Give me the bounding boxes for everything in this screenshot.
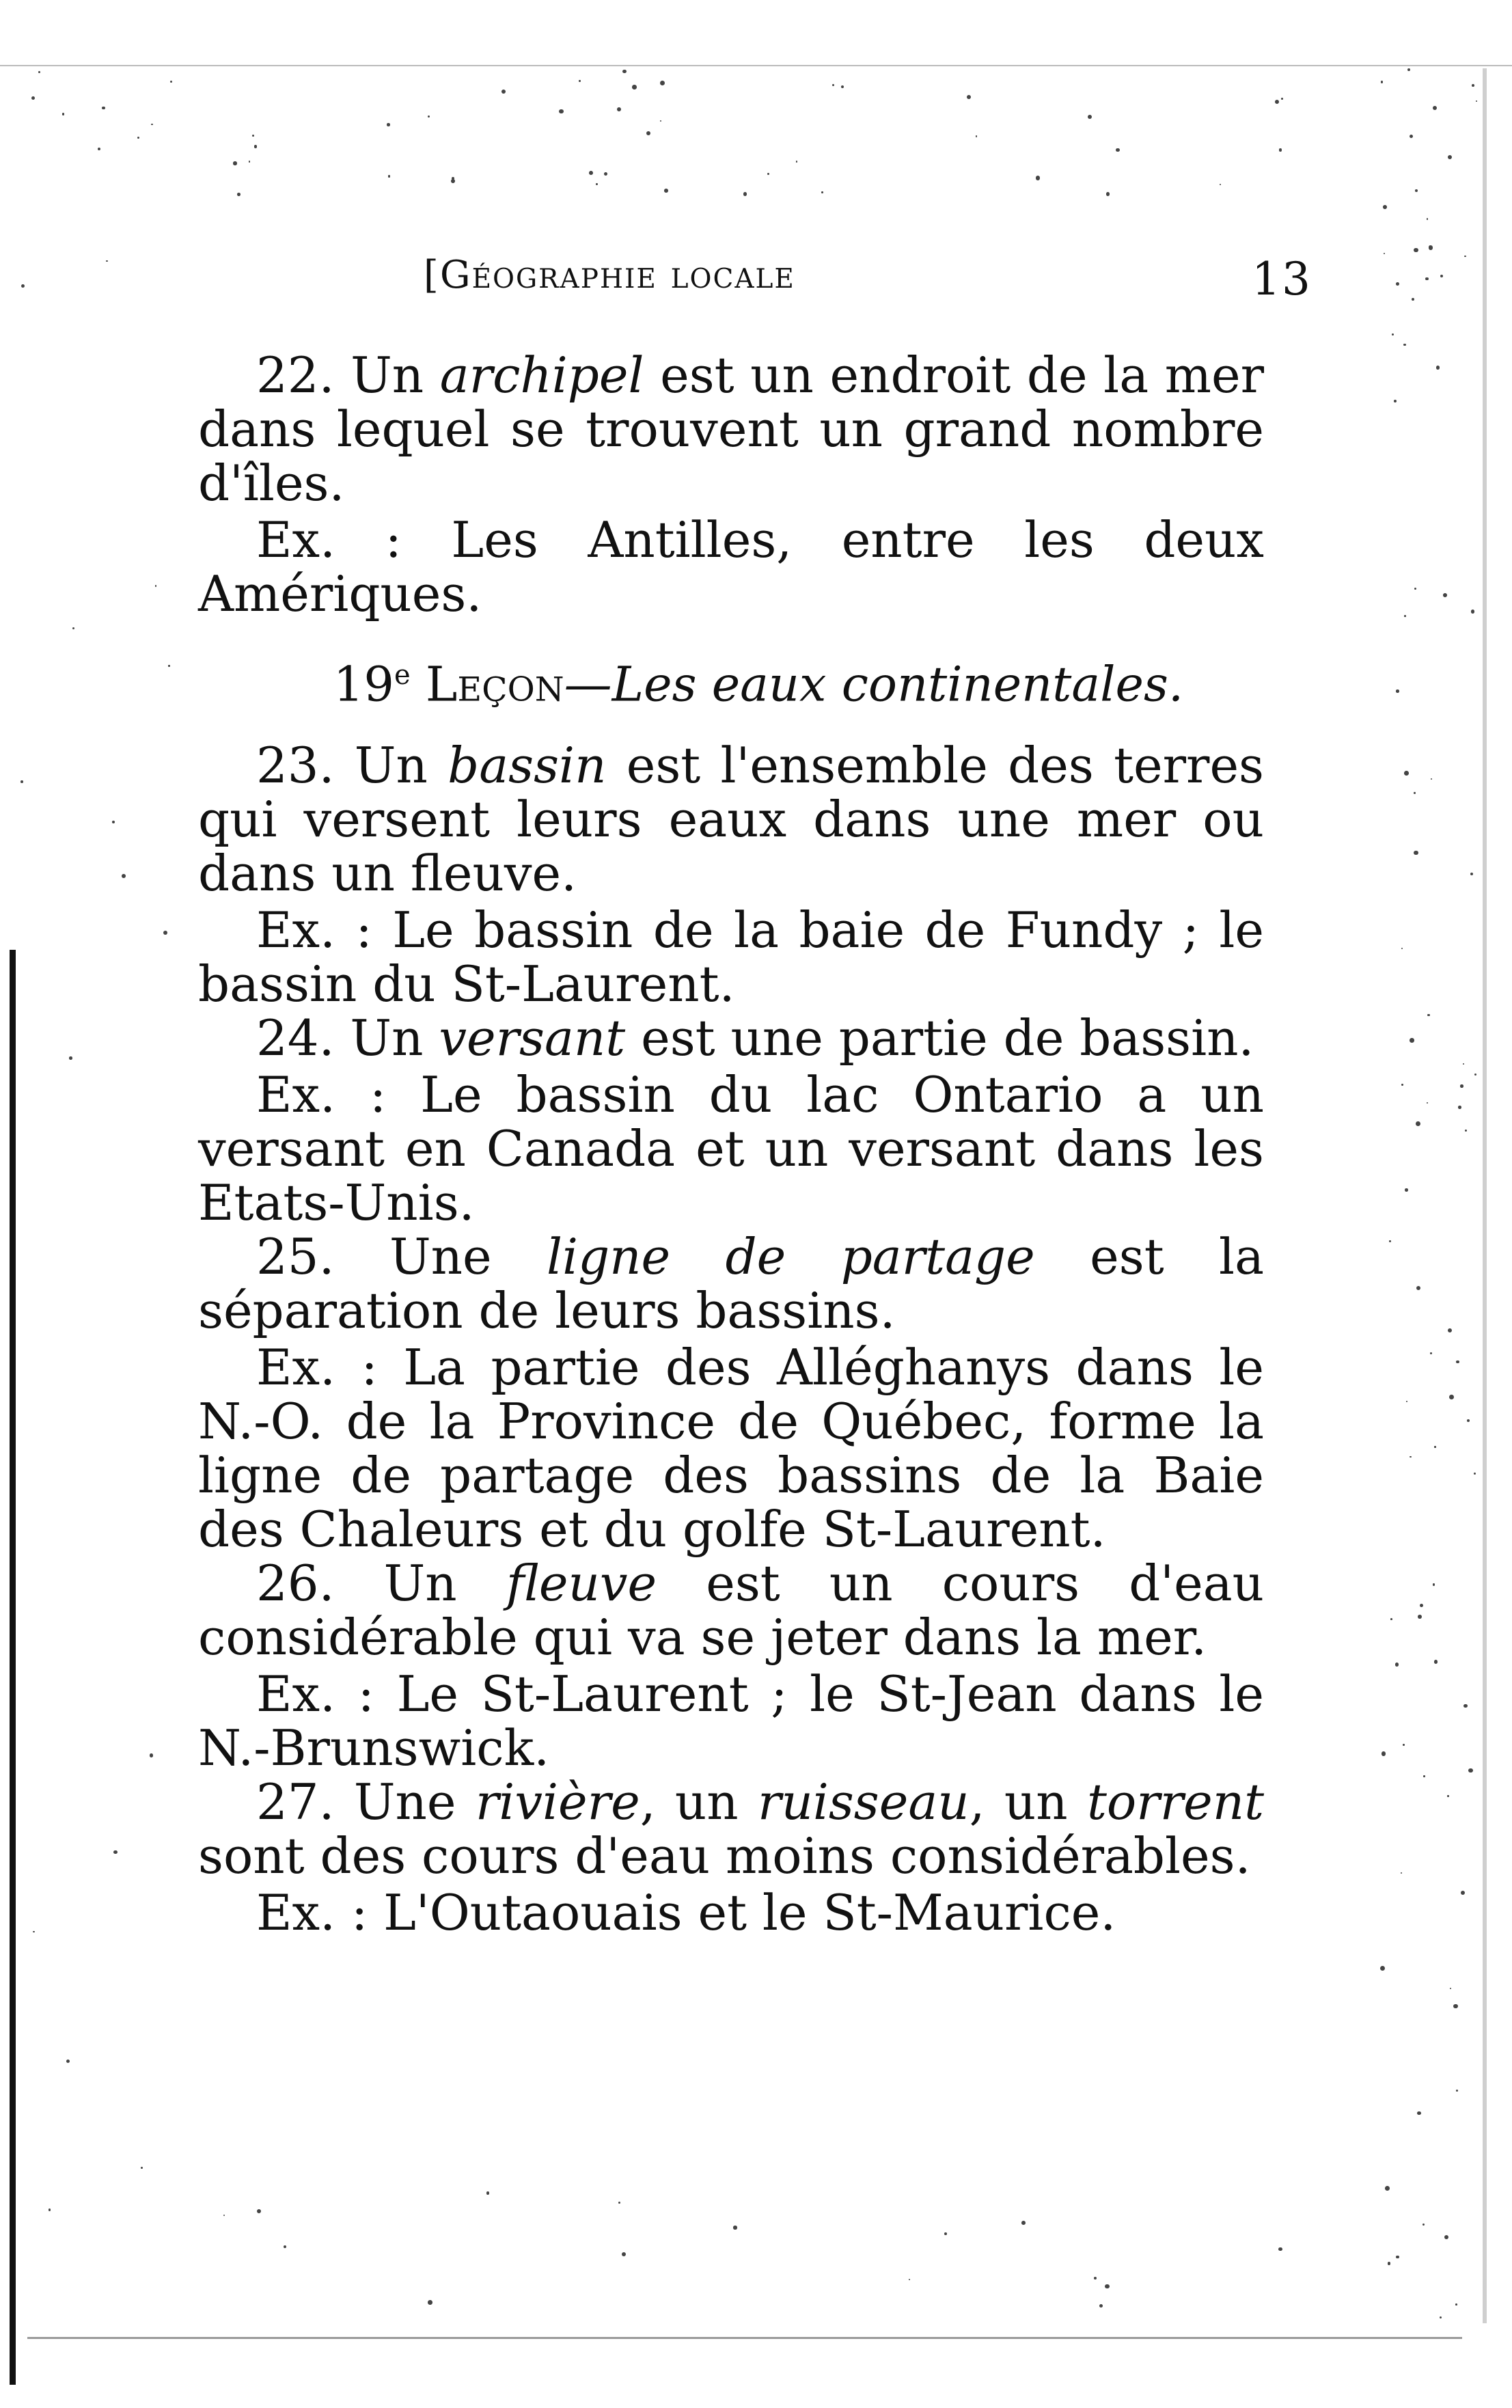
- scan-speck: [31, 96, 35, 100]
- scan-speck: [254, 145, 257, 148]
- scan-speck: [237, 193, 240, 196]
- scan-speck: [1404, 615, 1406, 617]
- definition-paragraph-24: [198, 1011, 1264, 1065]
- scan-speck: [1449, 1395, 1454, 1399]
- scan-speck: [106, 260, 108, 262]
- item-connector: , un: [969, 1773, 1087, 1831]
- scan-speck: [1414, 248, 1418, 253]
- scan-speck: [1470, 873, 1473, 875]
- scan-speck: [1385, 2186, 1390, 2191]
- scan-speck: [622, 2252, 626, 2256]
- scan-speck: [1463, 1704, 1468, 1708]
- scan-speck: [1468, 1768, 1473, 1773]
- scan-speck: [1414, 588, 1416, 590]
- scan-speck: [155, 585, 157, 587]
- scan-speck: [1384, 253, 1385, 254]
- definition-text: est la séparation de leurs bassins.: [198, 1228, 1264, 1340]
- left-margin-rule: [10, 950, 16, 2385]
- lesson-ordinal: e: [394, 659, 411, 691]
- scan-speck: [967, 95, 971, 99]
- scan-speck: [168, 665, 169, 666]
- scan-speck: [284, 2245, 286, 2248]
- scan-speck: [151, 124, 153, 126]
- scan-speck: [596, 183, 597, 184]
- scan-speck: [1278, 2247, 1282, 2251]
- defined-term: ligne de partage: [547, 1228, 1035, 1286]
- scan-speck: [1448, 155, 1452, 159]
- scan-speck: [1474, 1473, 1476, 1475]
- scan-speck: [821, 191, 823, 193]
- scan-speck: [1467, 1419, 1470, 1422]
- scan-speck: [233, 161, 237, 165]
- item-number: 23.: [256, 737, 335, 795]
- scan-speck: [1418, 1615, 1422, 1619]
- scan-speck: [170, 81, 173, 83]
- scan-speck: [1094, 2277, 1097, 2280]
- scan-speck: [1440, 2316, 1442, 2318]
- lesson-heading: [198, 648, 1264, 711]
- scan-speck: [618, 2202, 620, 2204]
- scan-speck: [660, 81, 665, 85]
- scan-speck: [1105, 2284, 1110, 2289]
- scan-speck: [33, 1931, 34, 1932]
- scan-speck: [1401, 948, 1403, 949]
- scan-speck: [1450, 1988, 1451, 1989]
- scan-speck: [98, 148, 100, 150]
- scan-speck: [1427, 218, 1429, 220]
- scan-speck: [1460, 1084, 1463, 1087]
- scan-speck: [1403, 1744, 1405, 1746]
- scan-speck: [21, 284, 25, 288]
- scan-speck: [743, 192, 747, 195]
- scan-speck: [1036, 176, 1041, 180]
- defined-term: bassin: [448, 737, 607, 795]
- definition-text: est l'ensemble des terres qui versent leurs eaux dans une mer ou dans un fleuve.: [198, 737, 1265, 903]
- scan-speck: [1416, 1121, 1420, 1126]
- scan-speck: [1403, 344, 1406, 346]
- scan-speck: [944, 2232, 947, 2235]
- scan-speck: [660, 120, 662, 122]
- scan-speck: [62, 113, 65, 115]
- scan-speck: [1396, 689, 1399, 692]
- scan-speck: [733, 2226, 737, 2229]
- scan-speck: [1455, 2303, 1457, 2306]
- scan-speck: [1420, 1604, 1423, 1607]
- scan-speck: [49, 2208, 51, 2211]
- page-number: 13: [1252, 253, 1312, 305]
- scan-speck: [1099, 2304, 1103, 2308]
- scan-speck: [1433, 106, 1437, 110]
- scan-speck: [38, 71, 40, 73]
- definition-paragraph-25: [198, 1230, 1264, 1338]
- item-pre: Une: [334, 1773, 476, 1831]
- definition-paragraph-22: [198, 348, 1264, 510]
- scan-speck: [909, 2279, 910, 2280]
- scan-speck: [1392, 333, 1394, 336]
- scan-speck: [1416, 1286, 1421, 1291]
- scan-speck: [223, 2215, 225, 2216]
- definition-paragraph-26: [198, 1557, 1264, 1665]
- scan-speck: [112, 821, 115, 823]
- scan-speck: [1461, 1891, 1465, 1895]
- scan-speck: [1390, 1618, 1392, 1620]
- scan-speck: [66, 2060, 70, 2063]
- scan-speck: [387, 123, 390, 126]
- example-25: Ex. : La partie des Alléghanys dans le N.-O. de la Province de Québec, forme la ligne de partage des bassins de la Baie des Chaleurs et du golfe St-Laurent.: [198, 1339, 1264, 1559]
- item-number: 27.: [256, 1773, 335, 1831]
- scan-speck: [141, 2167, 143, 2169]
- scan-speck: [1410, 135, 1413, 138]
- scan-speck: [1425, 277, 1428, 280]
- scan-speck: [1456, 2090, 1458, 2092]
- scan-speck: [1396, 2256, 1399, 2259]
- scan-speck: [428, 115, 430, 118]
- body-text: [198, 348, 1264, 1940]
- scan-speck: [249, 161, 251, 163]
- definition-text: est un endroit de la mer dans lequel se trouvent un grand nombre d'îles.: [198, 346, 1264, 512]
- scan-speck: [1472, 84, 1474, 87]
- scan-speck: [1410, 1456, 1411, 1458]
- scan-speck: [1474, 1073, 1476, 1076]
- lesson-number: 19: [333, 656, 394, 713]
- scan-speck: [1443, 593, 1447, 597]
- scan-speck: [1404, 771, 1409, 776]
- example-26: Ex. : Le St-Laurent ; le St-Jean dans le N.-Brunswick.: [198, 1665, 1264, 1777]
- scan-speck: [150, 1753, 153, 1757]
- scan-speck: [451, 179, 455, 183]
- scan-speck: [1464, 256, 1466, 257]
- scan-speck: [1440, 275, 1443, 277]
- scan-speck: [1427, 1102, 1428, 1104]
- scan-speck: [1433, 1583, 1435, 1585]
- scan-speck: [617, 107, 621, 111]
- scan-speck: [1412, 298, 1414, 301]
- item-number: 26.: [256, 1555, 335, 1613]
- scan-speck: [664, 189, 668, 193]
- scan-speck: [1116, 148, 1120, 152]
- scan-speck: [122, 874, 126, 878]
- scan-speck: [1406, 1401, 1407, 1402]
- example-27: Ex. : L'Outaouais et le St-Maurice.: [256, 1884, 1116, 1942]
- item-number: 25.: [256, 1228, 335, 1286]
- top-edge-line: [0, 65, 1512, 66]
- scan-speck: [252, 135, 255, 137]
- scan-speck: [1434, 1446, 1436, 1448]
- scan-speck: [1407, 68, 1410, 71]
- scan-speck: [1021, 2221, 1026, 2225]
- scan-speck: [163, 931, 168, 935]
- scan-speck: [1456, 1360, 1459, 1364]
- definition-paragraph-27: [198, 1775, 1264, 1883]
- scan-speck: [257, 2209, 261, 2213]
- defined-term: fleuve: [506, 1555, 657, 1613]
- bottom-edge-line: [27, 2337, 1462, 2339]
- item-pre: Un: [334, 346, 440, 404]
- scan-speck: [1389, 1240, 1391, 1242]
- scan-speck: [646, 131, 650, 135]
- scan-speck: [1381, 81, 1384, 83]
- scan-speck: [559, 109, 564, 114]
- scan-speck: [388, 175, 390, 177]
- scan-speck: [1395, 1663, 1399, 1666]
- scan-speck: [486, 2191, 489, 2194]
- scan-speck: [1380, 1966, 1385, 1971]
- defined-term: rivière: [475, 1773, 640, 1831]
- scan-speck: [1448, 1328, 1452, 1332]
- scan-speck: [1382, 1751, 1386, 1755]
- definition-text: est une partie de bassin.: [625, 1009, 1254, 1067]
- scan-speck: [1453, 2004, 1458, 2009]
- scan-speck: [1394, 400, 1397, 402]
- scan-speck: [1415, 189, 1418, 192]
- item-connector: , un: [640, 1773, 758, 1831]
- scan-speck: [1427, 1014, 1429, 1016]
- scan-speck: [1431, 778, 1432, 780]
- header-title: [Géographie locale: [424, 253, 795, 297]
- item-pre: Un: [334, 1555, 506, 1613]
- scan-speck: [604, 172, 607, 176]
- scan-speck: [1220, 184, 1222, 186]
- scan-speck: [1471, 610, 1475, 614]
- defined-term: ruisseau: [758, 1773, 970, 1831]
- scan-speck: [1281, 98, 1283, 100]
- scan-speck: [102, 107, 105, 109]
- scan-speck: [767, 173, 770, 176]
- scan-speck: [1476, 100, 1477, 102]
- scan-speck: [1396, 282, 1399, 286]
- scan-speck: [632, 85, 636, 89]
- scan-speck: [1414, 792, 1416, 794]
- scan-speck: [1447, 1795, 1448, 1796]
- right-edge-shadow: [1483, 68, 1487, 2323]
- scan-speck: [1106, 192, 1110, 196]
- scan-speck: [1458, 1106, 1461, 1109]
- defined-term: versant: [439, 1009, 626, 1067]
- scan-speck: [137, 137, 139, 139]
- scan-speck: [832, 84, 834, 86]
- scan-speck: [1430, 1352, 1432, 1354]
- scan-speck: [796, 161, 797, 162]
- lesson-title: —Les eaux continentales.: [564, 656, 1184, 713]
- scan-speck: [20, 780, 23, 783]
- defined-term: torrent: [1087, 1773, 1265, 1831]
- example-23: Ex. : Le bassin de la baie de Fundy ; le bassin du St-Laurent.: [198, 901, 1264, 1013]
- scan-speck: [1414, 851, 1418, 856]
- scan-speck: [1423, 1775, 1425, 1777]
- item-pre: Un: [334, 1009, 439, 1067]
- scan-speck: [1401, 1084, 1403, 1085]
- scan-speck: [428, 2300, 432, 2305]
- lesson-word: Leçon: [425, 656, 564, 713]
- item-number: 24.: [256, 1009, 335, 1067]
- scan-speck: [1388, 2262, 1391, 2265]
- scan-speck: [622, 70, 627, 74]
- scan-speck: [1383, 205, 1387, 209]
- example-22: Ex. : Les Antilles, entre les deux Amériques.: [198, 511, 1264, 622]
- definition-text: sont des cours d'eau moins considérables.: [198, 1827, 1251, 1885]
- definition-paragraph-23: [198, 739, 1264, 901]
- scan-speck: [1088, 115, 1092, 120]
- example-24: Ex. : Le bassin du lac Ontario a un versant en Canada et un versant dans les Etats-Unis.: [198, 1066, 1264, 1232]
- defined-term: archipel: [439, 346, 644, 404]
- scan-speck: [1436, 366, 1440, 370]
- scan-speck: [1405, 1188, 1408, 1192]
- scan-speck: [1401, 1872, 1403, 1874]
- scan-speck: [1279, 148, 1282, 151]
- scan-speck: [1417, 2111, 1420, 2115]
- scan-speck: [976, 135, 977, 137]
- scan-speck: [1434, 1660, 1438, 1663]
- item-pre: Un: [334, 737, 448, 795]
- scan-speck: [1410, 1038, 1414, 1043]
- definition-text: est un cours d'eau considérable qui va se jeter dans la mer.: [198, 1555, 1265, 1667]
- scan-speck: [1444, 2235, 1448, 2239]
- scan-speck: [501, 90, 506, 94]
- scan-speck: [841, 85, 844, 88]
- scan-speck: [1463, 1063, 1464, 1065]
- item-number: 22.: [256, 346, 335, 404]
- scan-speck: [69, 1056, 72, 1059]
- scan-speck: [589, 171, 593, 175]
- scan-speck: [579, 80, 581, 82]
- item-pre: Une: [334, 1228, 547, 1286]
- scan-speck: [1275, 100, 1279, 104]
- scan-speck: [1465, 1130, 1467, 1132]
- scan-speck: [72, 627, 74, 629]
- scan-speck: [113, 1850, 118, 1855]
- scan-speck: [1422, 2224, 1425, 2226]
